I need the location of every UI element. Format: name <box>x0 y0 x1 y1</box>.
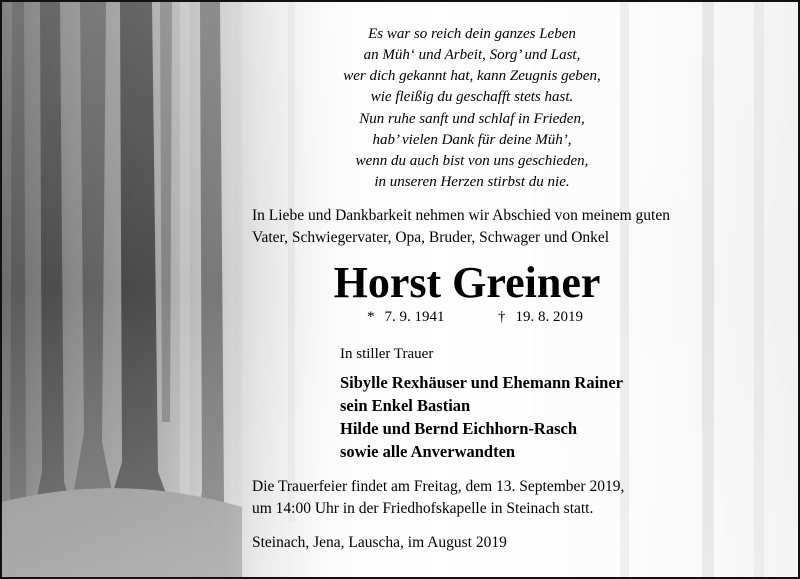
intro-line: Vater, Schwiegervater, Opa, Bruder, Schwager und Onkel <box>252 229 610 246</box>
poem-line: wenn du auch bist von uns geschieden, <box>355 153 589 169</box>
obituary-text-area <box>2 2 798 577</box>
poem-line: hab’ vielen Dank für deine Müh’, <box>372 132 572 148</box>
poem-stanza-1 <box>332 24 612 108</box>
poem-line: in unseren Herzen stirbst du nie. <box>374 174 570 190</box>
poem-line: Nun ruhe sanft und schlaf in Frieden, <box>359 111 585 127</box>
death-date-value: 19. 8. 2019 <box>515 309 583 325</box>
birth-date <box>367 307 445 327</box>
funeral-line: Die Trauerfeier findet am Freitag, dem 13. September 2019, <box>252 478 625 495</box>
mourner-item: Hilde und Bernd Eichhorn-Rasch <box>340 419 578 438</box>
poem-line: an Müh‘ und Arbeit, Sorg’ und Last, <box>363 47 581 63</box>
funeral-line: um 14:00 Uhr in der Friedhofskapelle in Steinach statt. <box>252 500 594 517</box>
poem-line: Es war so reich dein ganzes Leben <box>368 26 576 42</box>
funeral-info <box>252 476 792 520</box>
mourner-item: sein Enkel Bastian <box>340 396 471 415</box>
place-and-date: Steinach, Jena, Lauscha, im August 2019 <box>252 534 507 551</box>
poem-stanza-2 <box>332 109 612 193</box>
mourning-label: In stiller Trauer <box>340 346 434 362</box>
birth-star-icon: * <box>367 309 375 325</box>
poem-line: wer dich gekannt hat, kann Zeugnis geben, <box>343 68 601 84</box>
intro-text <box>252 205 792 249</box>
death-date <box>498 307 583 327</box>
mourners-list <box>340 371 623 463</box>
mourner-item: Sibylle Rexhäuser und Ehemann Rainer <box>340 373 623 392</box>
poem-line: wie fleißig du geschafft stets hast. <box>370 89 574 105</box>
death-cross-icon: † <box>498 309 506 325</box>
intro-line: In Liebe und Dankbarkeit nehmen wir Abschied von meinem guten <box>252 207 670 224</box>
deceased-name: Horst Greiner <box>333 258 601 307</box>
birth-date-value: 7. 9. 1941 <box>384 309 445 325</box>
mourner-item: sowie alle Anverwandten <box>340 442 516 461</box>
